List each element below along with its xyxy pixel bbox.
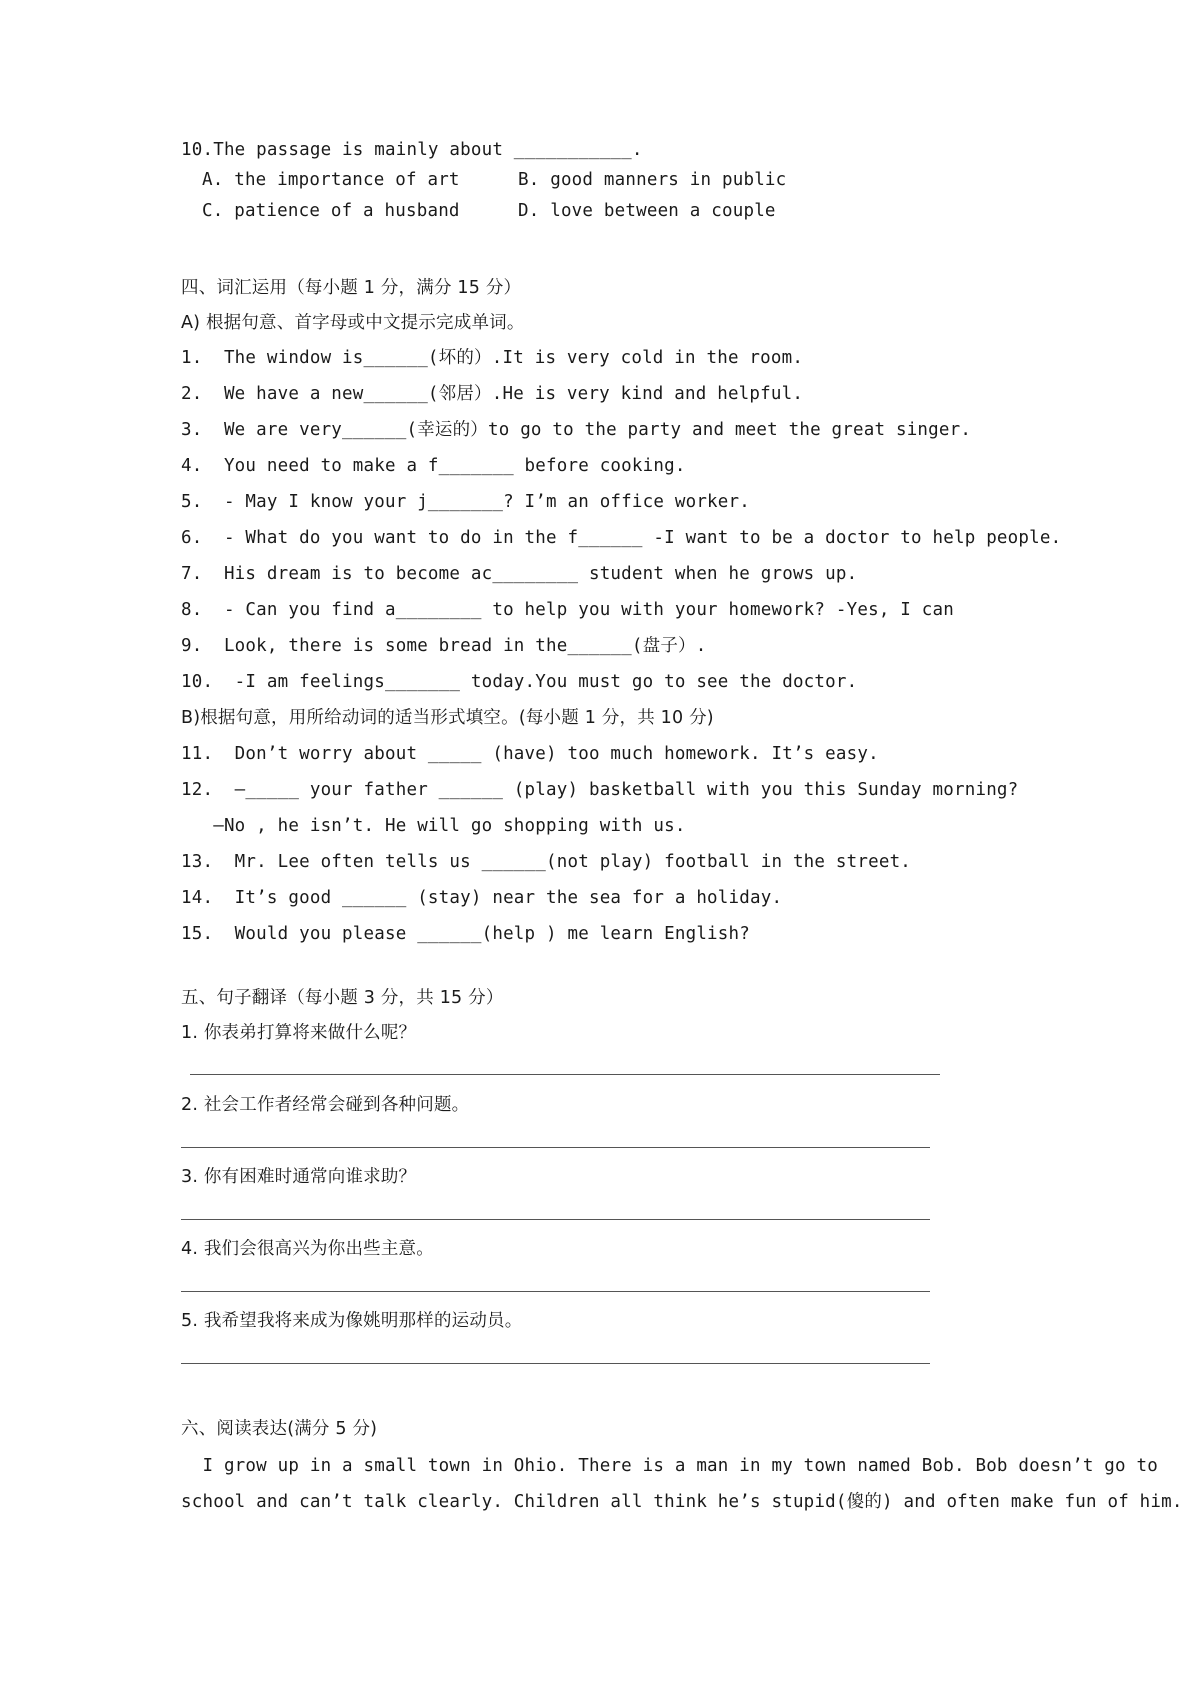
vocab-item: 8. - Can you find a________ to help you with your homework? -Yes, I can: [181, 600, 954, 620]
verb-item: 11. Don’t worry about _____ (have) too much homework. It’s easy.: [181, 744, 879, 764]
section5-heading: 五、句子翻译（每小题 3 分，共 15 分）: [181, 988, 504, 1008]
vocab-item: 4. You need to make a f_______ before cooking.: [181, 456, 686, 476]
vocab-item: 6. - What do you want to do in the f______ -I want to be a doctor to help people.: [181, 528, 1062, 548]
section4-part-b: B)根据句意，用所给动词的适当形式填空。(每小题 1 分，共 10 分): [181, 708, 714, 728]
vocab-item: 3. We are very______(幸运的）to go to the party and meet the great singer.: [181, 420, 972, 440]
reading-passage-line: I grow up in a small town in Ohio. There is a man in my town named Bob. Bob doesn’t go to: [181, 1456, 1158, 1476]
verb-item-answer-line: —No , he isn’t. He will go shopping with us.: [181, 816, 686, 836]
verb-item: 12. —_____ your father ______ (play) basketball with you this Sunday morning?: [181, 780, 1019, 800]
translation-item: 5. 我希望我将来成为像姚明那样的运动员。: [181, 1311, 523, 1331]
verb-item: 13. Mr. Lee often tells us ______(not play) football in the street.: [181, 852, 912, 872]
q10-option-b: B. good manners in public: [518, 170, 787, 190]
section4-part-a: A) 根据句意、首字母或中文提示完成单词。: [181, 313, 525, 333]
translation-item: 1. 你表弟打算将来做什么呢？: [181, 1023, 417, 1043]
vocab-item: 1. The window is______(坏的）.It is very cold in the room.: [181, 348, 804, 368]
translation-item: 2. 社会工作者经常会碰到各种问题。: [181, 1095, 470, 1115]
vocab-item: 7. His dream is to become ac________ student when he grows up.: [181, 564, 858, 584]
vocab-item: 9. Look, there is some bread in the______(盘子）.: [181, 636, 707, 656]
reading-passage-line: school and can’t talk clearly. Children all think he’s stupid(傻的) and often make fun of him.: [181, 1492, 1183, 1512]
answer-line[interactable]: [190, 1074, 940, 1075]
vocab-item: 5. - May I know your j_______? I’m an office worker.: [181, 492, 751, 512]
section6-heading: 六、阅读表达(满分 5 分): [181, 1419, 378, 1439]
answer-line[interactable]: [181, 1219, 930, 1220]
vocab-item: 2. We have a new______(邻居）.He is very kind and helpful.: [181, 384, 804, 404]
q10-option-a: A. the importance of art: [202, 170, 460, 190]
q10-stem: 10.The passage is mainly about ___________.: [181, 140, 643, 160]
answer-line[interactable]: [181, 1291, 930, 1292]
verb-item: 15. Would you please ______(help ) me learn English?: [181, 924, 751, 944]
q10-option-d: D. love between a couple: [518, 201, 776, 221]
q10-option-c: C. patience of a husband: [202, 201, 460, 221]
vocab-item: 10. -I am feelings_______ today.You must go to see the doctor.: [181, 672, 858, 692]
section4-heading: 四、词汇运用（每小题 1 分，满分 15 分）: [181, 278, 522, 298]
verb-item: 14. It’s good ______ (stay) near the sea for a holiday.: [181, 888, 783, 908]
translation-item: 4. 我们会很高兴为你出些主意。: [181, 1239, 434, 1259]
answer-line[interactable]: [181, 1147, 930, 1148]
translation-item: 3. 你有困难时通常向谁求助？: [181, 1167, 417, 1187]
answer-line[interactable]: [181, 1363, 930, 1364]
